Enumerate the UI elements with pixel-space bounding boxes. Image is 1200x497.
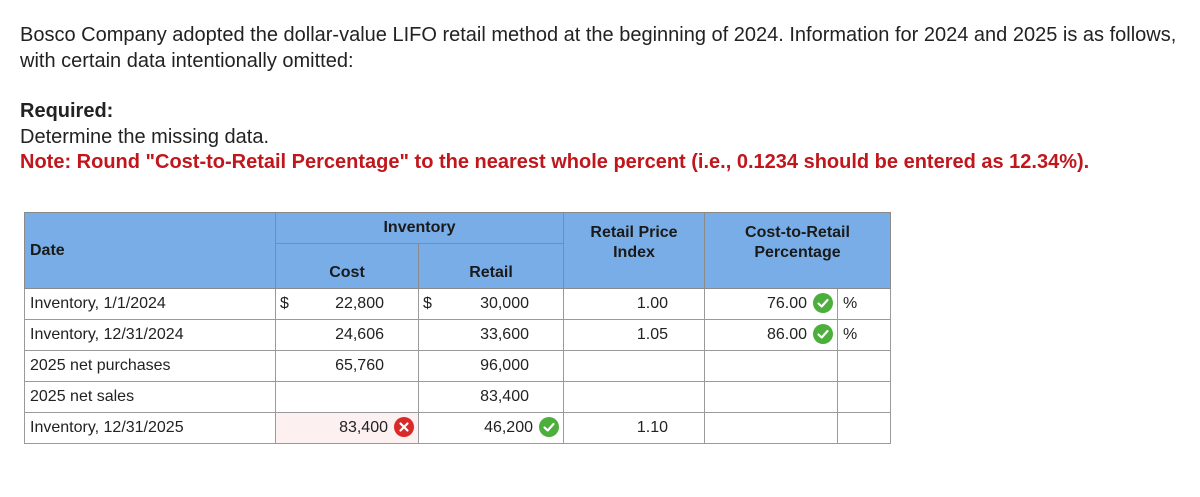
- index-cell: 1.10: [564, 413, 705, 444]
- cross-icon: [394, 417, 414, 437]
- cost-cell: [303, 382, 419, 413]
- header-date: Date: [25, 213, 276, 289]
- header-retail: Retail: [419, 244, 564, 289]
- problem-intro: Bosco Company adopted the dollar-value LIFO retail method at the beginning of 2024. Information for 2024 and 2025 is as follows, with certain data intentionally omitted:: [20, 24, 1177, 72]
- percent-blank: [838, 413, 891, 444]
- percent-symbol: %: [838, 289, 891, 320]
- required-text: Determine the missing data.: [20, 126, 270, 148]
- table-row: [25, 413, 891, 444]
- cost-cell: 24,606: [303, 320, 419, 351]
- rounding-note: Note: Round "Cost-to-Retail Percentage" to the nearest whole percent (i.e., 0.1234 should be entered as 12.34%).: [20, 151, 1090, 173]
- currency-blank: [276, 351, 303, 382]
- currency-symbol: $: [419, 289, 443, 320]
- currency-blank: [276, 413, 303, 444]
- pct-cell: [705, 351, 838, 382]
- check-icon: [813, 293, 833, 313]
- table-row: [25, 320, 891, 351]
- retail-cell: 96,000: [443, 351, 564, 382]
- currency-symbol: $: [276, 289, 303, 320]
- table-row: [25, 382, 891, 413]
- cost-value: 83,400: [339, 419, 388, 437]
- pct-input-cell[interactable]: [705, 320, 838, 351]
- index-cell: [564, 351, 705, 382]
- pct-cell: [705, 413, 838, 444]
- header-inventory: Inventory: [276, 213, 564, 244]
- row-label: Inventory, 1/1/2024: [25, 289, 276, 320]
- index-cell: 1.05: [564, 320, 705, 351]
- index-cell: [564, 382, 705, 413]
- retail-input-cell[interactable]: [443, 413, 564, 444]
- row-label: Inventory, 12/31/2024: [25, 320, 276, 351]
- pct-input-cell[interactable]: [705, 289, 838, 320]
- cost-cell: 65,760: [303, 351, 419, 382]
- row-label: 2025 net sales: [25, 382, 276, 413]
- pct-cell: [705, 382, 838, 413]
- cost-cell: 22,800: [303, 289, 419, 320]
- retail-value: 46,200: [484, 419, 533, 437]
- pct-value: 86.00: [766, 326, 807, 344]
- inventory-table: [24, 212, 891, 444]
- currency-blank: [276, 320, 303, 351]
- check-icon: [813, 324, 833, 344]
- table-row: [25, 289, 891, 320]
- table-row: [25, 351, 891, 382]
- percent-blank: [838, 351, 891, 382]
- currency-blank: [419, 413, 443, 444]
- row-label: Inventory, 12/31/2025: [25, 413, 276, 444]
- pct-value: 76.00: [766, 295, 807, 313]
- currency-blank: [419, 382, 443, 413]
- check-icon: [539, 417, 559, 437]
- retail-cell: 30,000: [443, 289, 564, 320]
- required-heading: Required:: [20, 100, 114, 122]
- percent-blank: [838, 382, 891, 413]
- percent-symbol: %: [838, 320, 891, 351]
- cost-input-cell[interactable]: [303, 413, 419, 444]
- retail-cell: 33,600: [443, 320, 564, 351]
- index-cell: 1.00: [564, 289, 705, 320]
- currency-blank: [276, 382, 303, 413]
- header-retail-price-index: Retail Price Index: [564, 213, 705, 289]
- currency-blank: [419, 351, 443, 382]
- currency-blank: [419, 320, 443, 351]
- header-cost-to-retail-percentage: Cost-to-Retail Percentage: [705, 213, 891, 289]
- header-cost: Cost: [276, 244, 419, 289]
- retail-cell: 83,400: [443, 382, 564, 413]
- row-label: 2025 net purchases: [25, 351, 276, 382]
